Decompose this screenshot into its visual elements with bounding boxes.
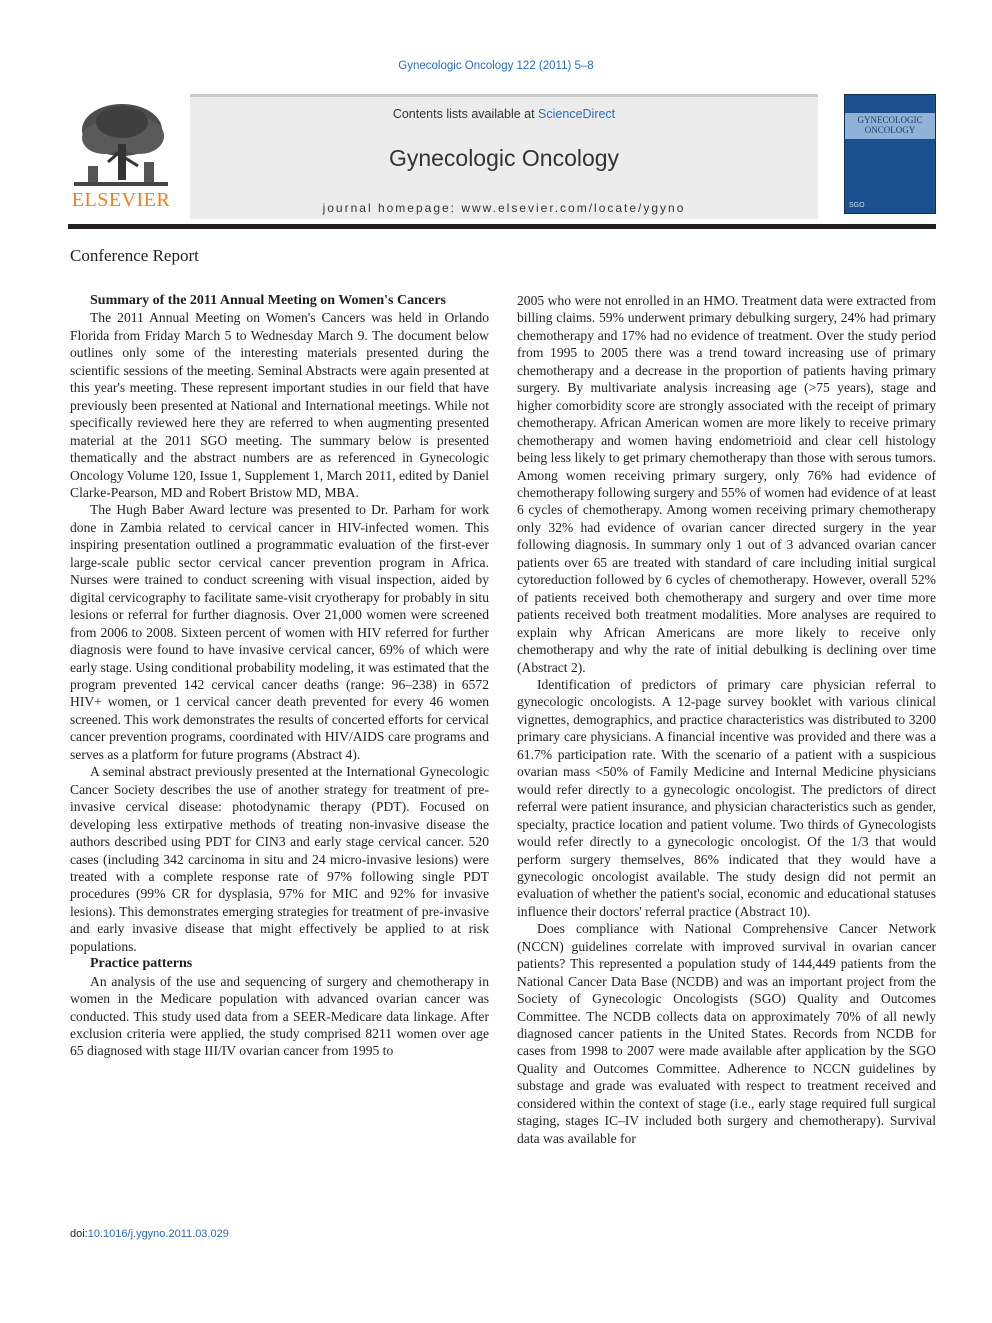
- header-rule: [68, 224, 936, 229]
- doi-link[interactable]: 10.1016/j.ygyno.2011.03.029: [87, 1228, 229, 1240]
- right-column: [517, 292, 936, 1147]
- paragraph: A seminal abstract previously presented at the International Gynecologic Cancer Society describes the use of another strategy for treatment of pre-invasive cervical disease: photodynamic therapy (PDT). Focused on developing less extirpative methods of treating non-invasive disease the authors described using PDT for CIN3 and early stage cervical cancer. 520 cases (including 342 carcinoma in situ and 24 micro-invasive lesions) were treated with a complete response rate of 97% following single PDT procedures (99% CR for dysplasia, 97% for MIC and 92% for invasive lesions). This demonstrates emerging strategies for treatment of pre-invasive and early invasive disease that might effectively be applied to at risk populations.: [70, 764, 489, 954]
- contents-line: [190, 107, 818, 121]
- publisher-name: ELSEVIER: [71, 189, 171, 211]
- sciencedirect-link[interactable]: ScienceDirect: [538, 107, 616, 121]
- journal-homepage[interactable]: journal homepage: www.elsevier.com/locate/ygyno: [322, 201, 686, 215]
- cover-title: GYNECOLOGIC ONCOLOGY: [857, 115, 923, 135]
- paragraph: The 2011 Annual Meeting on Women's Cancers was held in Orlando Florida from Friday March 5 to Wednesday March 9. The document below outlines only some of the interesting materials presented during the scientific sessions of the meeting. Seminal Abstracts were again presented at this year's meeting. These represent important studies in our field that have previously been presented at National and International meetings. While not specifically reviewed here they are referred to when augmenting presented material at the 2011 SGO meeting. The summary below is presented thematically and the abstract numbers are as referenced in Gynecologic Oncology Volume 120, Issue 1, Supplement 1, March 2011, edited by Daniel Clarke-Pearson, MD and Robert Bristow MD, MBA.: [70, 310, 489, 500]
- paragraph: Does compliance with National Comprehensive Cancer Network (NCCN) guidelines correlate with improved survival in ovarian cancer patients? This represented a population study of 144,449 patients from the National Cancer Data Base (NCDB) and was an important project from the Society of Gynecologic Oncologists (SGO) Quality and Outcomes Committee. The NCDB collects data on approximately 70% of all newly diagnosed cancer patients in the United States. Records from NCDB for cases from 1998 to 2007 were made available after application by the SGO Quality and Outcomes Committee. Adherence to NCCN guidelines by substage and grade was evaluated with respect to treatment received and considered within the context of stage (i.e., early stage required full surgical staging, stages IC–IV included both surgery and chemotherapy). Survival data was available for: [517, 921, 936, 1146]
- elsevier-logo: [68, 100, 174, 212]
- paragraph: Identification of predictors of primary care physician referral to gynecologic oncologists. A 12-page survey booklet with various clinical vignettes, demographics, and practice characteristics was distributed to 3200 primary care physicians. A financial incentive was provided and there was a 61.7% participation rate. With the scenario of a patient with a suspicious ovarian mass <50% of Family Medicine and Internal Medicine physicians would refer directly to a gynecologic oncologist. The predictors of direct referral were patient insurance, and physician characteristics such as gender, specialty, practice location and patient volume. Two thirds of Gynecologists would refer directly to a gynecologic oncologist. Of the 1/3 that would perform surgery themselves, 86% indicated that they would have a gynecologic oncologist available. The study design did not permit an evaluation of whether the patient's social, economic and educational statuses influence their doctors' referral practice (Abstract 10).: [517, 676, 936, 919]
- left-column: [70, 292, 489, 1060]
- paragraph-continuation: 2005 who were not enrolled in an HMO. Treatment data were extracted from billing claims. 59% underwent primary debulking surgery, 24% had primary chemotherapy and 17% had no evidence of treatment. Over the study period from 1995 to 2005 there was a trend toward increasing use of primary chemotherapy and a decrease in the proportion of patients having primary surgery. By multivariate analysis increasing age (>75 years), stage and higher comorbidity score are strongly associated with the receipt of primary chemotherapy. African American women are more likely to receive primary chemotherapy and women having endometrioid and clear cell histology being less likely to get primary chemotherapy than those with serous tumors. Among women receiving primary surgery, only 76% had evidence of chemotherapy following surgery and 55% of women had evidence of at least 6 cycles of chemotherapy. Among women receiving primary chemotherapy only 32% had evidence of ovarian cancer directed surgery in the year following diagnosis. In summary only 1 out of 3 advanced ovarian cancer patients over 65 are treated with standard of care including initial surgical cytoreduction followed by 6 cycles of chemotherapy. However, overall 52% of patients received both chemotherapy and surgery and over time more patients received both treatment modalities. More analyses are required to explain why African Americans are more likely to receive only chemotherapy and why the rate of initial debulking is declining over time (Abstract 2).: [517, 293, 936, 675]
- section-heading: Practice patterns: [90, 956, 193, 972]
- journal-banner: [190, 94, 818, 219]
- paragraph: An analysis of the use and sequencing of surgery and chemotherapy in women in the Medicare population with advanced ovarian cancer was conducted. This study used data from a SEER-Medicare data linkage. After exclusion criteria were applied, the study comprised 8211 women over age 65 diagnosed with stage III/IV ovarian cancer from 1995 to: [70, 973, 489, 1059]
- article-title: Summary of the 2011 Annual Meeting on Women's Cancers: [90, 293, 446, 308]
- section-label: Conference Report: [70, 246, 199, 265]
- journal-citation[interactable]: Gynecologic Oncology 122 (2011) 5–8: [398, 60, 594, 72]
- journal-header: [68, 94, 936, 216]
- journal-cover[interactable]: [844, 94, 936, 214]
- journal-title: Gynecologic Oncology: [388, 145, 620, 171]
- doi-prefix: doi:: [70, 1228, 88, 1240]
- cover-mark: SGO: [849, 202, 865, 209]
- contents-prefix: Contents lists available at: [392, 107, 539, 121]
- doi-line: [70, 1228, 229, 1240]
- tree-icon: [68, 100, 174, 188]
- paragraph: The Hugh Baber Award lecture was presented to Dr. Parham for work done in Zambia related to cervical cancer in HIV-infected women. This inspiring presentation outlined a programmatic evaluation of the first-ever large-scale public sector cervical cancer prevention program in Africa. Nurses were trained to conduct screening with visual inspection, aided by digital cervicography to facilitate same-visit cryotherapy for probably in situ lesions or referral for further diagnosis. Over 21,000 women were screened from 2006 to 2008. Sixteen percent of women with HIV referred for further diagnosis were found to have invasive cervical cancer, 69% of which were early stage. Using conditional probability modeling, it was estimated that the program prevented 142 cervical cancer deaths (range: 96–238) in 6572 HIV+ women, or 1 cervical cancer death prevented for every 46 women screened. This work demonstrates the results of concerted efforts for cervical cancer prevention programs, coordinated with HIV/AIDS care programs and serves as a platform for future programs (Abstract 4).: [70, 502, 489, 762]
